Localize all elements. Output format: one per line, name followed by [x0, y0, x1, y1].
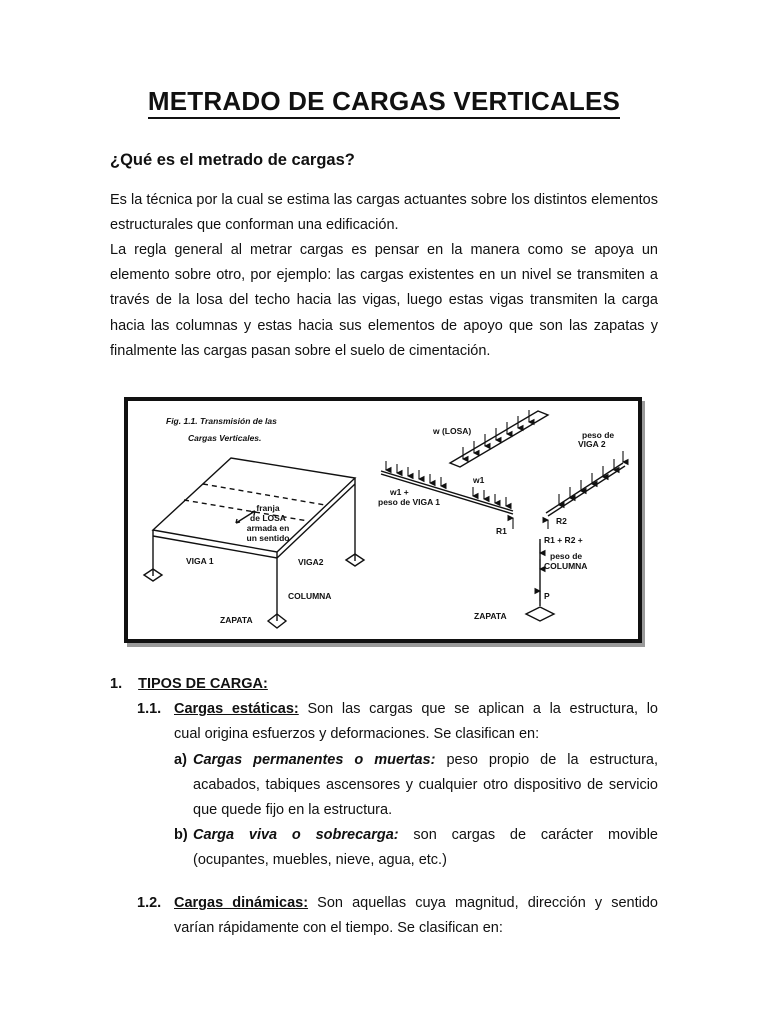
paragraph-1: Es la técnica por la cual se estima las cargas actuantes sobre los distintos elementos estructurales que conforman una edificación.	[110, 192, 658, 234]
sub-1-2-line2: varían rápidamente con el tiempo. Se clasifican en:	[174, 920, 503, 936]
label-r2: R2	[556, 516, 567, 526]
label-w1: w1	[473, 475, 485, 485]
item-b-rest: (ocupantes, muebles, nieve, agua, etc.)	[193, 852, 447, 868]
label-w1-plus: w1 +	[390, 487, 409, 497]
item-a-letter: a)	[174, 752, 187, 768]
label-peso-viga1: peso de VIGA 1	[378, 497, 441, 507]
sub-1-2-number: 1.2.	[137, 895, 162, 911]
label-franja-2: de LOSA	[250, 513, 286, 523]
label-franja-3: armada en	[246, 523, 290, 533]
label-zapata-right: ZAPATA	[474, 611, 507, 621]
fig-caption-1: Fig. 1.1. Transmisión de las	[166, 416, 277, 426]
section-1-number: 1.	[110, 676, 123, 692]
sub-1-1-number: 1.1.	[137, 701, 162, 717]
item-a-rest: acabados, tabiques ascensores y cualquier otro dispositivo de servicio que quede fijo en la estructura.	[193, 777, 658, 819]
sub-1-1-line1: Cargas estáticas: Son las cargas que se aplican a la estructura, lo	[174, 701, 658, 717]
right-footing	[526, 607, 554, 621]
label-peso-viga2-2: VIGA 2	[578, 439, 606, 449]
section-1-heading	[110, 672, 268, 697]
label-r1: R1	[496, 526, 507, 536]
figure-drawing	[128, 401, 638, 639]
item-a-line1: Cargas permanentes o muertas: peso propio de la estructura,	[193, 752, 659, 768]
page-title	[0, 86, 768, 117]
reaction-arrows	[513, 518, 548, 601]
label-peso-col-1: peso de	[550, 551, 583, 561]
question-heading: ¿Qué es el metrado de cargas?	[110, 151, 355, 169]
page-title-text: METRADO DE CARGAS VERTICALES	[148, 86, 620, 119]
sub-1-1-line2: cual origina esfuerzos y deformaciones. Se clasifican en:	[174, 726, 540, 742]
label-peso-viga2-1: peso de	[582, 430, 615, 440]
label-franja-1: franja	[256, 503, 280, 513]
label-columna: COLUMNA	[288, 591, 332, 601]
sub-1-2-line1: Cargas dinámicas: Son aquellas cuya magnitud, dirección y sentido	[174, 895, 658, 911]
item-b-line1: Carga viva o sobrecarga: son cargas de carácter movible	[193, 827, 658, 843]
franja-dash-1	[184, 500, 308, 521]
item-a-term: Cargas permanentes o muertas:	[193, 752, 436, 768]
label-p: P	[544, 591, 550, 601]
franja-dash-2	[203, 484, 325, 505]
viga2-load-arrows	[559, 451, 623, 505]
losa-load-arrows	[463, 410, 529, 459]
label-franja-4: un sentido	[246, 533, 290, 543]
label-w-losa: w (LOSA)	[433, 426, 472, 436]
label-peso-col-2: COLUMNA	[544, 561, 588, 571]
label-zapata-left: ZAPATA	[220, 615, 253, 625]
sub-1-2-term: Cargas dinámicas:	[174, 895, 309, 911]
losa-strip	[450, 411, 548, 467]
fig-caption-2: Cargas Verticales.	[188, 433, 262, 443]
label-viga2: VIGA2	[298, 557, 324, 567]
paragraph-2: La regla general al metrar cargas es pensar en la manera como se apoya un elemento sobre otro, por ejemplo: las cargas existentes en un nivel se transmiten a través de la losa del techo hacia las vigas, luego estas vigas transmiten la carga hacia las columnas y estas hacia sus elementos de apoyo que son las zapatas y finalmente las cargas pasan sobre el suelo de cimentación.	[110, 242, 658, 359]
item-b-letter: b)	[174, 827, 188, 843]
section-1-title: TIPOS DE CARGA:	[138, 676, 268, 692]
item-b-term: Carga viva o sobrecarga:	[193, 827, 399, 843]
label-r1r2: R1 + R2 +	[544, 535, 583, 545]
viga2-line	[546, 463, 623, 513]
label-viga1: VIGA 1	[186, 556, 214, 566]
figure-load-transmission	[124, 397, 642, 643]
sub-1-1-term: Cargas estáticas:	[174, 701, 299, 717]
